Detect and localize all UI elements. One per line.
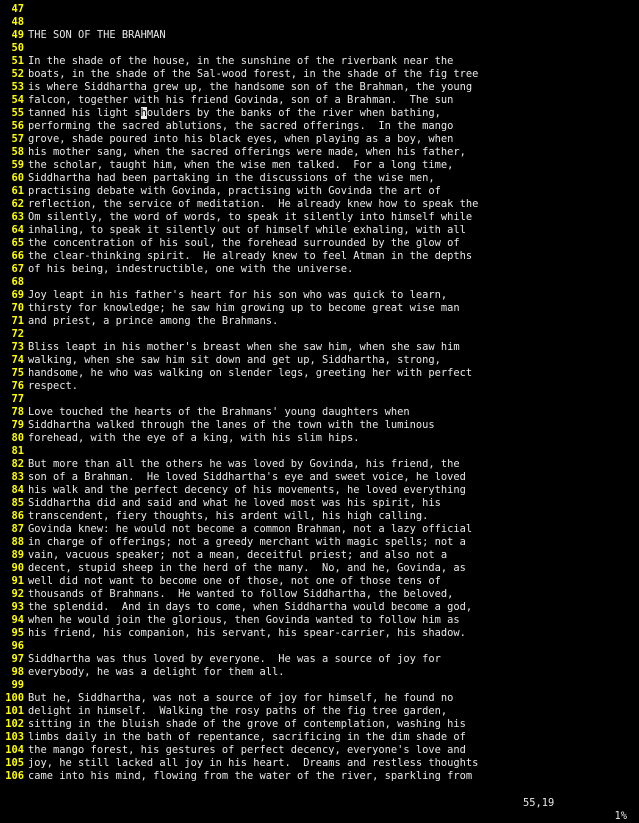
text-editor[interactable]	[0, 3, 639, 783]
line-text[interactable]: But more than all the others he was loved by Govinda, his friend, the	[28, 458, 460, 470]
editor-line[interactable]	[0, 497, 639, 510]
line-number: 66	[11, 250, 24, 262]
line-number: 89	[11, 549, 24, 561]
line-number: 105	[5, 757, 24, 769]
line-text[interactable]: walking, when she saw him sit down and get up, Siddhartha, strong,	[28, 354, 441, 366]
line-text[interactable]: Govinda knew: he would not become a common Brahman, not a lazy official	[28, 523, 473, 535]
line-number: 51	[11, 55, 24, 67]
line-text[interactable]: tanned his light shoulders by the banks of the river when bathing,	[28, 107, 441, 119]
line-text[interactable]: his mother sang, when the sacred offerings were made, when his father,	[28, 146, 466, 158]
line-number: 65	[11, 237, 24, 249]
line-number: 52	[11, 68, 24, 80]
line-number: 93	[11, 601, 24, 613]
line-text[interactable]: of his being, indestructible, one with the universe.	[28, 263, 354, 275]
editor-line[interactable]	[0, 770, 639, 783]
line-text[interactable]: thirsty for knowledge; he saw him growing up to become great wise man	[28, 302, 460, 314]
editor-line[interactable]	[0, 55, 639, 68]
editor-line[interactable]	[0, 250, 639, 263]
editor-line[interactable]	[0, 172, 639, 185]
editor-line[interactable]	[0, 588, 639, 601]
line-text[interactable]: Love touched the hearts of the Brahmans' young daughters when	[28, 406, 410, 418]
line-number: 104	[5, 744, 24, 756]
line-text[interactable]: falcon, together with his friend Govinda, son of a Brahman. The sun	[28, 94, 454, 106]
line-number: 68	[11, 276, 24, 288]
line-text[interactable]: Bliss leapt in his mother's breast when she saw him, when she saw him	[28, 341, 460, 353]
line-number: 99	[11, 679, 24, 691]
editor-line[interactable]	[0, 81, 639, 94]
editor-line[interactable]	[0, 718, 639, 731]
line-text[interactable]: the concentration of his soul, the forehead surrounded by the glow of	[28, 237, 460, 249]
line-number: 70	[11, 302, 24, 314]
line-number: 80	[11, 432, 24, 444]
line-text[interactable]: boats, in the shade of the Sal-wood forest, in the shade of the fig tree	[28, 68, 479, 80]
editor-line[interactable]	[0, 263, 639, 276]
line-number: 85	[11, 497, 24, 509]
line-number: 53	[11, 81, 24, 93]
line-number: 74	[11, 354, 24, 366]
line-number: 88	[11, 536, 24, 548]
line-text[interactable]: thousands of Brahmans. He wanted to follow Siddhartha, the beloved,	[28, 588, 454, 600]
line-number: 50	[11, 42, 24, 54]
editor-line[interactable]	[0, 484, 639, 497]
line-number: 78	[11, 406, 24, 418]
line-text[interactable]: practising debate with Govinda, practising with Govinda the art of	[28, 185, 441, 197]
line-number: 96	[11, 640, 24, 652]
line-text[interactable]: when he would join the glorious, then Govinda wanted to follow him as	[28, 614, 460, 626]
editor-line[interactable]	[0, 627, 639, 640]
line-text[interactable]: everybody, he was a delight for them all.	[28, 666, 285, 678]
editor-line[interactable]	[0, 640, 639, 653]
line-number: 97	[11, 653, 24, 665]
scroll-percentage: 1%	[614, 810, 627, 822]
line-number: 83	[11, 471, 24, 483]
editor-line[interactable]	[0, 692, 639, 705]
editor-line[interactable]	[0, 549, 639, 562]
line-number: 81	[11, 445, 24, 457]
editor-line[interactable]	[0, 302, 639, 315]
editor-line[interactable]	[0, 705, 639, 718]
line-text[interactable]: Joy leapt in his father's heart for his son who was quick to learn,	[28, 289, 448, 301]
editor-line[interactable]	[0, 198, 639, 211]
line-number: 90	[11, 562, 24, 574]
editor-line[interactable]	[0, 185, 639, 198]
line-number: 55	[11, 107, 24, 119]
editor-line[interactable]	[0, 68, 639, 81]
editor-line[interactable]	[0, 536, 639, 549]
line-text[interactable]: the scholar, taught him, when the wise men talked. For a long time,	[28, 159, 454, 171]
editor-line[interactable]	[0, 146, 639, 159]
status-bar	[0, 784, 639, 822]
line-number: 47	[11, 3, 24, 15]
editor-line[interactable]	[0, 445, 639, 458]
editor-line[interactable]	[0, 510, 639, 523]
editor-line[interactable]	[0, 471, 639, 484]
editor-line[interactable]	[0, 523, 639, 536]
editor-line[interactable]	[0, 120, 639, 133]
editor-line[interactable]	[0, 341, 639, 354]
line-text[interactable]: Om silently, the word of words, to speak it silently into himself while	[28, 211, 473, 223]
editor-line[interactable]	[0, 380, 639, 393]
line-number: 98	[11, 666, 24, 678]
line-text[interactable]: transcendent, fiery thoughts, his ardent will, his high calling.	[28, 510, 429, 522]
line-number: 91	[11, 575, 24, 587]
line-text[interactable]: Siddhartha had been partaking in the discussions of the wise men,	[28, 172, 435, 184]
line-number: 103	[5, 731, 24, 743]
line-number: 77	[11, 393, 24, 405]
line-number: 79	[11, 419, 24, 431]
line-text[interactable]: Siddhartha was thus loved by everyone. He was a source of joy for	[28, 653, 441, 665]
line-number: 67	[11, 263, 24, 275]
line-text[interactable]: the splendid. And in days to come, when Siddhartha would become a god,	[28, 601, 473, 613]
line-text[interactable]: his friend, his companion, his servant, his spear-carrier, his shadow.	[28, 627, 466, 639]
line-number: 84	[11, 484, 24, 496]
editor-line[interactable]	[0, 289, 639, 302]
editor-line[interactable]	[0, 42, 639, 55]
line-number: 61	[11, 185, 24, 197]
line-text[interactable]: Siddhartha walked through the lanes of the town with the luminous	[28, 419, 435, 431]
line-text[interactable]: sitting in the bluish shade of the grove of contemplation, washing his	[28, 718, 466, 730]
line-text[interactable]: forehead, with the eye of a king, with his slim hips.	[28, 432, 360, 444]
line-text[interactable]: handsome, he who was walking on slender legs, greeting her with perfect	[28, 367, 473, 379]
line-number: 63	[11, 211, 24, 223]
editor-line[interactable]	[0, 367, 639, 380]
line-number: 76	[11, 380, 24, 392]
line-text[interactable]: limbs daily in the bath of repentance, sacrificing in the dim shade of	[28, 731, 466, 743]
line-number: 87	[11, 523, 24, 535]
editor-line[interactable]	[0, 419, 639, 432]
line-text[interactable]: Siddhartha did and said and what he loved most was his spirit, his	[28, 497, 441, 509]
line-text[interactable]: inhaling, to speak it silently out of himself while exhaling, with all	[28, 224, 466, 236]
line-number: 64	[11, 224, 24, 236]
line-text[interactable]: in charge of offerings; not a greedy merchant with magic spells; not a	[28, 536, 466, 548]
editor-line[interactable]	[0, 211, 639, 224]
editor-line[interactable]	[0, 614, 639, 627]
line-number: 60	[11, 172, 24, 184]
line-text[interactable]: joy, he still lacked all joy in his heart. Dreams and restless thoughts	[28, 757, 479, 769]
editor-line[interactable]	[0, 94, 639, 107]
line-number: 73	[11, 341, 24, 353]
line-number: 71	[11, 315, 24, 327]
line-text[interactable]: son of a Brahman. He loved Siddhartha's eye and sweet voice, he loved	[28, 471, 466, 483]
line-number: 62	[11, 198, 24, 210]
line-text[interactable]: respect.	[28, 380, 79, 392]
editor-line[interactable]	[0, 679, 639, 692]
line-text[interactable]: But he, Siddhartha, was not a source of joy for himself, he found no	[28, 692, 454, 704]
line-number: 95	[11, 627, 24, 639]
editor-line[interactable]	[0, 406, 639, 419]
line-number: 56	[11, 120, 24, 132]
editor-line[interactable]	[0, 224, 639, 237]
line-text[interactable]: grove, shade poured into his black eyes, when playing as a boy, when	[28, 133, 454, 145]
line-text[interactable]: decent, stupid sheep in the herd of the many. No, and he, Govinda, as	[28, 562, 466, 574]
editor-line[interactable]	[0, 731, 639, 744]
editor-line[interactable]	[0, 354, 639, 367]
line-text[interactable]: well did not want to become one of those, not one of those tens of	[28, 575, 441, 587]
editor-line[interactable]	[0, 393, 639, 406]
editor-line[interactable]	[0, 16, 639, 29]
editor-line[interactable]	[0, 432, 639, 445]
line-number: 58	[11, 146, 24, 158]
editor-line[interactable]	[0, 744, 639, 757]
editor-line[interactable]	[0, 653, 639, 666]
line-number: 72	[11, 328, 24, 340]
line-number: 57	[11, 133, 24, 145]
editor-line[interactable]	[0, 328, 639, 341]
line-number: 101	[5, 705, 24, 717]
line-number: 100	[5, 692, 24, 704]
line-number: 86	[11, 510, 24, 522]
line-number: 59	[11, 159, 24, 171]
line-text[interactable]: the mango forest, his gestures of perfect decency, everyone's love and	[28, 744, 466, 756]
editor-line[interactable]	[0, 601, 639, 614]
line-number: 102	[5, 718, 24, 730]
cursor-position: 55,19	[523, 797, 555, 809]
line-text[interactable]: and priest, a prince among the Brahmans.	[28, 315, 279, 327]
editor-line[interactable]	[0, 107, 639, 120]
line-text[interactable]: vain, vacuous speaker; not a mean, deceitful priest; and also not a	[28, 549, 448, 561]
line-number: 49	[11, 29, 24, 41]
line-text[interactable]: THE SON OF THE BRAHMAN	[28, 29, 166, 41]
editor-line[interactable]	[0, 3, 639, 16]
editor-line[interactable]	[0, 315, 639, 328]
editor-line[interactable]	[0, 29, 639, 42]
editor-line[interactable]	[0, 133, 639, 146]
line-text[interactable]: is where Siddhartha grew up, the handsome son of the Brahman, the young	[28, 81, 473, 93]
line-number: 48	[11, 16, 24, 28]
editor-line[interactable]	[0, 458, 639, 471]
line-text[interactable]: the clear-thinking spirit. He already knew to feel Atman in the depths	[28, 250, 473, 262]
line-text[interactable]: reflection, the service of meditation. He already knew how to speak the	[28, 198, 479, 210]
line-text[interactable]: delight in himself. Walking the rosy paths of the fig tree garden,	[28, 705, 448, 717]
line-number: 82	[11, 458, 24, 470]
editor-line[interactable]	[0, 159, 639, 172]
line-text[interactable]: his walk and the perfect decency of his movements, he loved everything	[28, 484, 466, 496]
line-number: 69	[11, 289, 24, 301]
editor-line[interactable]	[0, 562, 639, 575]
line-text[interactable]: came into his mind, flowing from the water of the river, sparkling from	[28, 770, 473, 782]
editor-line[interactable]	[0, 276, 639, 289]
editor-line[interactable]	[0, 575, 639, 588]
line-number: 92	[11, 588, 24, 600]
line-number: 54	[11, 94, 24, 106]
line-number: 75	[11, 367, 24, 379]
editor-line[interactable]	[0, 237, 639, 250]
text-cursor: h	[140, 107, 147, 119]
editor-line[interactable]	[0, 757, 639, 770]
line-text[interactable]: performing the sacred ablutions, the sacred offerings. In the mango	[28, 120, 454, 132]
line-text[interactable]: In the shade of the house, in the sunshine of the riverbank near the	[28, 55, 454, 67]
line-number: 94	[11, 614, 24, 626]
editor-line[interactable]	[0, 666, 639, 679]
line-number: 106	[5, 770, 24, 782]
